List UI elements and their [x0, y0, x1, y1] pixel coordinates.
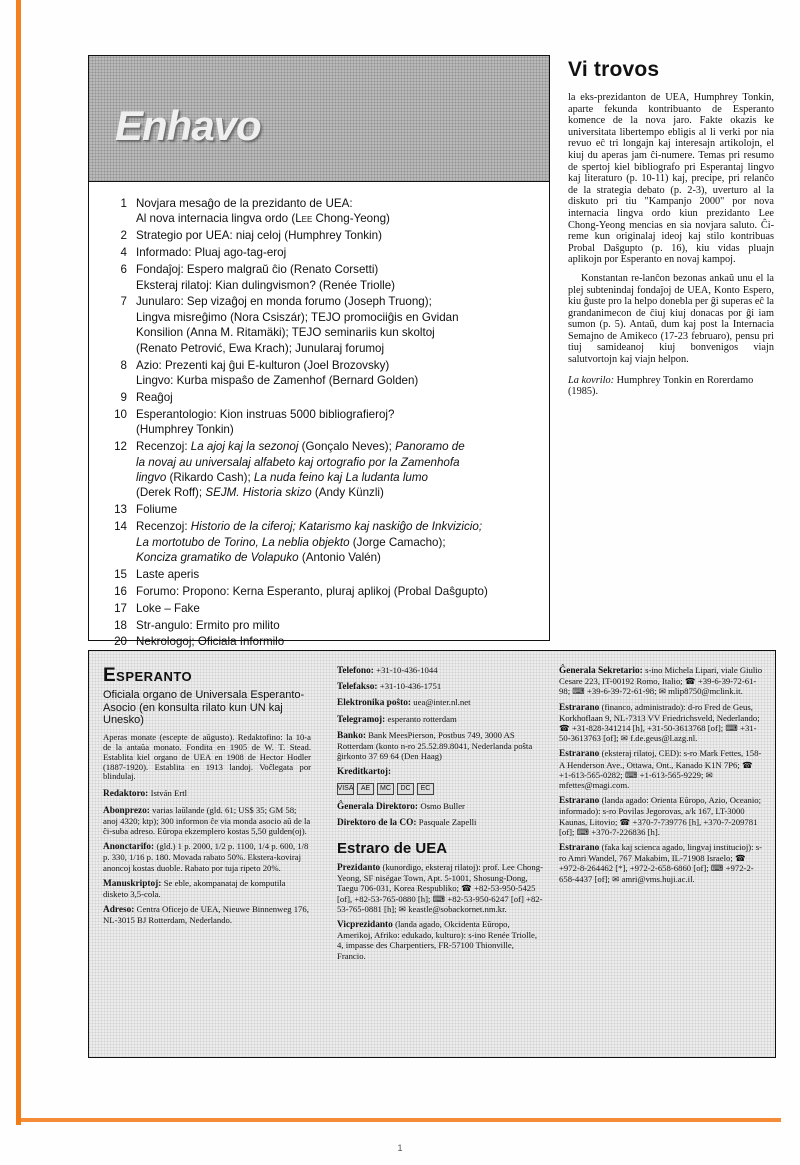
toc-entry[interactable]: [101, 601, 537, 616]
contact-item: [337, 681, 543, 692]
toc-entry-title: Nekrologoj; Oficiala Informilo: [136, 635, 285, 649]
field-label: Estrarano: [559, 843, 602, 854]
credit-card-icon: AE: [357, 783, 374, 795]
toc-entry[interactable]: [101, 228, 537, 243]
credit-card-icon: MC: [377, 783, 394, 795]
journal-field: [103, 805, 311, 837]
field-label: Direktoro de la CO:: [337, 817, 419, 828]
field-value: (faka kaj scienca agado, lingvaj institucioj): s-ro Amri Wandel, 767 Makabim, IL-71908 Israelo; ☎ +972-8-264462 [*], +972-2-658-6860 [of]; ⌨ +972-2-658-4437 [of]; ✉ amri@vms.huji.ac.il.: [559, 842, 763, 884]
field-label: Prezidanto: [337, 863, 383, 874]
field-value: varias laŭlande (gld. 61; US$ 35; GM 58; anoj 4320; ktp); 300 informon ĉe via monda asocio aŭ de la ĉi-suba adreso. Eŭropa ekzemplero kostas 5,50 gulden(oj).: [103, 804, 311, 836]
board-role: [559, 748, 765, 790]
field-label: Vicprezidanto: [337, 920, 396, 931]
toc-entry-page: 18: [114, 618, 127, 632]
toc-entry-page: 12: [114, 440, 127, 454]
toc-entry-page: 13: [114, 503, 127, 517]
editorial-paragraph-2: Konstantan re-lanĉon bezonas ankaŭ unu el la plej subtenindaj fondaĵoj de UEA, Konto Espero, kiu ĝuste pro la helpo donebla per ĝi superas eĉ la grandanimecon de ĉiuj kiuj donacas por ĝi iam sumon (p. 5). Antaŭ, dum kaj post la Internacia Semajno de Amikeco (17-23 februaro), pensu pri tiuj samideanoj kiuj bonvenigos viajn salutvortojn kaj viajn helpon.: [568, 272, 774, 366]
cover-credit: [568, 375, 774, 399]
cover-credit-label: La kovrilo:: [568, 374, 615, 386]
journal-blurb: Aperas monate (escepte de aŭgusto). Redaktofino: la 10-a de la antaŭa monato. Fondita en 1905 de W. T. Stead. Establita kiel organo de UEA en 1908 de Hector Hodler (1887-1920). Establita en 1913 landoj. Voĉlegata por blindulaj.: [103, 731, 311, 782]
toc-entry[interactable]: [101, 618, 537, 633]
toc-entry-title: Laste aperis: [136, 567, 200, 581]
editorial-column: [568, 58, 774, 398]
field-value: (gld.) 1 p. 2000, 1/2 p. 1100, 1/4 p. 600, 1/8 p. 330, 1/16 p. 180. Movada rabato 50%. Ekstera-koviraj anoncoj kostas duoble. Rabato por tuja ripeto 20%.: [103, 841, 309, 873]
field-value: (financo, administrado): d-ro Fred de Geus, Korkhoflaan 9, NL-7313 VV Friedrichsveld, Nederlando; ☎ +31-828-341214 [h], +31-50-3613768 [of]; ⌨ +31-50-3613763 [of]; ✉ f.de.geus@l.azg.nl.: [559, 701, 760, 744]
toc-entry-title: Esperantologio: Kion instruas 5000 bibliografieroj? (Humphrey Tonkin): [136, 407, 395, 437]
field-value: Se eble, akompanataj de komputila disketo 3,5-cola.: [103, 877, 286, 899]
field-value: s-ino Michela Lipari, viale Giulio Cesare 223, IT-00192 Romo, Italio; ☎ +39-6-39-72-61-98; ⌨ +39-6-39-72-61-98; ✉ mlip8750@mclink.it.: [559, 665, 763, 697]
field-label: Redaktoro:: [103, 789, 151, 800]
field-label: Ĝenerala Direktoro:: [337, 801, 421, 812]
board-roles-part2: [559, 665, 765, 884]
contact-item: [337, 766, 543, 777]
toc-entry-page: 4: [120, 246, 127, 260]
imprint-column-contacts: [337, 665, 543, 966]
toc-entry-page: 15: [114, 567, 127, 581]
field-label: Estrarano: [559, 749, 602, 760]
toc-entry[interactable]: [101, 502, 537, 517]
spine-stripe: [16, 0, 21, 1125]
field-value: (landa agado, Okcidenta Eŭropo, Amerikoj, Afriko: edukado, kulturo): s-ino Renée Triolle, 4, impasse des Charpentiers, FR-57100 Thionville, Francio.: [337, 919, 538, 961]
field-label: Banko:: [337, 730, 369, 741]
field-label: Anonctarifo:: [103, 842, 157, 853]
field-value: +31-10-436-1044: [376, 665, 438, 675]
table-of-contents: [89, 182, 549, 651]
board-role: [559, 842, 765, 884]
editorial-paragraph-1: la eks-prezidanton de UEA, Humphrey Tonkin, aparte fekunda kontribuanto de Esperanto komence de la nova jaro. Fakte okazis ke universitata libertempo ebligis al li verki por nia revuo eĉ tri longajn kaj interesajn artikolojn, el kiuj du aperas jam ĉi-numere. Temas pri resumo de spertoj kiel bibliografo pri Esperantaj lingvo kaj literaturo (p. 10-11) kaj, precipe, pri relanĉo de la strategia debato (p. 2-3), uverturo al la diskuto pri tiu "Kampanjo 2000" por nova internacia lingva ordo kiun prezidanto Lee Chong-Yeong mencias en sia novjara saluto. Ĉi-reme kun originalaj ideoj kaj stilo kontribuas Probal Daŝgupto (p. 16), kiu vidas pluajn aplikojn por Esperanto en novaj kampoj.: [568, 92, 774, 266]
field-value: +31-10-436-1751: [379, 681, 442, 692]
field-value: Bank MeesPierson, Postbus 749, 3000 AS Rotterdam (konto n-ro 25.52.89.8041, Nederlanda poŝta ĝirkonto 37 69 64 (Den Haag): [337, 729, 533, 762]
contents-box: [88, 55, 550, 649]
credit-card-icon: EC: [417, 783, 434, 795]
toc-entry-title: Recenzoj: La ajoj kaj la sezonoj (Gonçalo Neves); Panoramo de la novaj au universalaj alfabeto kaj ortografio por la Zamenhofa lingvo (Rikardo Cash); La nuda feino kaj La ludanta lumo (Derek Roff); SEJM. Historia skizo (Andy Künzli): [136, 440, 465, 500]
toc-entry[interactable]: [101, 584, 537, 599]
toc-entry-title: Recenzoj: Historio de la ciferoj; Katarismo kaj naskiĝo de Inkvizicio; La mortotubo de Torino, La neblia objekto (Jorge Camacho); Konciza gramatiko de Volapuko (Antonio Valén): [136, 520, 483, 564]
toc-entry-page: 6: [120, 263, 127, 277]
toc-entry-title: Loke – Fake: [136, 601, 200, 615]
board-role: [559, 702, 765, 744]
contact-item: [337, 730, 543, 762]
toc-entry[interactable]: [101, 390, 537, 405]
field-label: Ĝenerala Sekretario:: [559, 666, 646, 676]
contents-masthead: [89, 56, 549, 182]
toc-entry[interactable]: [101, 407, 537, 438]
toc-entry-page: 8: [120, 358, 127, 372]
toc-entry[interactable]: [101, 262, 537, 293]
toc-entry-title: Foliume: [136, 503, 178, 517]
toc-entry-title: Informado: Pluaj ago-tag-eroj: [136, 246, 287, 260]
masthead-title: Enhavo: [115, 102, 261, 149]
toc-entry[interactable]: [101, 567, 537, 582]
toc-entry-page: 2: [120, 229, 127, 243]
board-role: [337, 862, 543, 914]
toc-entry-page: 7: [120, 295, 127, 309]
toc-entry[interactable]: [101, 294, 537, 356]
field-label: Adreso:: [103, 905, 137, 916]
toc-entry-page: 17: [114, 601, 127, 615]
toc-entry-title: Junularo: Sep vizaĝoj en monda forumo (Joseph Truong); Lingva misreĝimo (Nora Csiszár); TEJO promociiĝis en Gvidan Konsilion (Anna M. Ritamäki); TEJO seminariis kun skoltoj (Renato Petrović, Ewa Krach); Junularaj forumoj: [136, 295, 459, 355]
page-number: 1: [397, 1143, 403, 1153]
toc-entry-title: Novjara mesaĝo de la prezidanto de UEA: Al nova internacia lingva ordo (Lee Chong-Yeong): [136, 197, 390, 226]
toc-entry-page: 16: [114, 584, 127, 598]
journal-field: [103, 788, 311, 799]
field-value: esperanto rotterdam: [387, 713, 457, 724]
field-label: Telegramoj:: [337, 714, 388, 725]
contact-item: [337, 665, 543, 676]
field-label: Elektronika poŝto:: [337, 698, 414, 709]
bottom-stripe: [21, 1118, 781, 1122]
field-label: Kreditkartoj:: [337, 767, 392, 778]
field-value: (eksteraj rilatoj, CED): s-ro Mark Fettes, 158-A Henderson Ave., Ottawa, Ont., Kanado K1N 7P6; ☎ +1-613-565-0282; ⌨ +1-613-565-9229; ✉ mfettes@magi.com.: [559, 748, 762, 791]
imprint-column-board: [559, 665, 765, 889]
toc-entry-page: 20: [114, 635, 127, 649]
credit-card-icon: DC: [397, 783, 414, 795]
journal-field: [103, 878, 311, 899]
field-value: (kunordigo, eksteraj rilatoj): prof. Lee Chong-Yeong, SF niségae Town, Apt. 5-1001, Shosung-Dong, Taegu 706-031, Korea Respubliko; ☎ +82-53-950-5425 [of], +82-53-765-0880 [h]; ⌨ +82-53-950-6247 [of] +82-53-765-0881 [h]; ✉ keastle@sobackornet.nm.kr.: [337, 862, 543, 914]
toc-entry-title: Fondaĵoj: Espero malgraŭ ĉio (Renato Corsetti) Eksteraj rilatoj: Kian dulingvismon? (Renée Triolle): [136, 263, 396, 292]
field-value: Pasquale Zapelli: [418, 816, 477, 827]
toc-entry[interactable]: [101, 634, 537, 649]
toc-entry-page: 1: [120, 197, 127, 210]
field-label: Estrarano: [559, 702, 602, 713]
toc-entry-title: Strategio por UEA: niaj celoj (Humphrey Tonkin): [136, 229, 382, 243]
field-label: Manuskriptoj:: [103, 878, 164, 889]
toc-entry-title: Str-angulo: Ermito pro milito: [136, 618, 280, 632]
journal-title: Esperanto: [103, 665, 193, 686]
toc-entry-title: Azio: Prezenti kaj ĝui E-kulturon (Joel Brozovsky) Lingvo: Kurba mispaŝo de Zamenhof (Bernard Golden): [136, 358, 419, 387]
board-role: [559, 795, 765, 837]
credit-card-logos: [337, 783, 543, 795]
credit-card-icon: VISA: [337, 783, 354, 795]
field-value: István Ertl: [150, 788, 188, 799]
field-label: Abonprezo:: [103, 805, 153, 816]
board-heading: Estraro de UEA: [337, 840, 448, 858]
journal-field: [103, 904, 311, 925]
journal-field: [103, 841, 311, 873]
field-value: Centra Oficejo de UEA, Nieuwe Binnenweg 176, NL-3015 BJ Rotterdam, Nederlando.: [103, 904, 309, 926]
contact-list: [337, 665, 543, 778]
imprint-column-masthead: [103, 665, 311, 931]
officer-item: [337, 817, 543, 828]
board-roles-part1: [337, 862, 543, 961]
toc-entry[interactable]: [101, 439, 537, 501]
field-value: uea@inter.nl.net: [413, 697, 471, 708]
officer-item: [337, 801, 543, 812]
toc-entry-title: Reaĝoj: [136, 390, 173, 404]
field-label: Telefakso:: [337, 682, 380, 693]
board-role: [337, 919, 543, 961]
journal-fields: [103, 788, 311, 925]
imprint-box: [88, 650, 776, 1058]
toc-entry-title: Forumo: Propono: Kerna Esperanto, pluraj aplikoj (Probal Daŝgupto): [136, 584, 488, 598]
contact-item: [337, 714, 543, 725]
contact-item: [337, 697, 543, 708]
toc-entry-page: 10: [114, 407, 127, 421]
cover-credit-text: Humphrey Tonkin en Rorerdamo (1985).: [568, 374, 754, 398]
toc-entry[interactable]: [101, 245, 537, 260]
board-role: [559, 665, 765, 697]
toc-entry[interactable]: [101, 196, 537, 227]
toc-entry[interactable]: [101, 519, 537, 565]
toc-entry[interactable]: [101, 358, 537, 389]
toc-entry-page: 14: [114, 520, 127, 534]
journal-subtitle: Oficiala organo de Universala Esperanto-Asocio (en konsulta rilato kun UN kaj Unesko): [103, 689, 305, 727]
officer-list: [337, 801, 543, 828]
editorial-title: Vi trovos: [568, 58, 660, 81]
field-value: (landa agado: Orienta Eŭropo, Azio, Oceanio; informado): s-ro Povilas Jegorovas, a/k 167, LT-3000 Kaunas, Litovio; ☎ +370-7-739776 [h], +370-7-209781 [of]; ⌨ +370-7-226836 [h].: [559, 795, 762, 837]
field-label: Telefono:: [337, 666, 377, 676]
field-value: Osmo Buller: [420, 800, 465, 811]
toc-entry-page: 9: [120, 390, 127, 404]
field-label: Estrarano: [559, 796, 602, 807]
